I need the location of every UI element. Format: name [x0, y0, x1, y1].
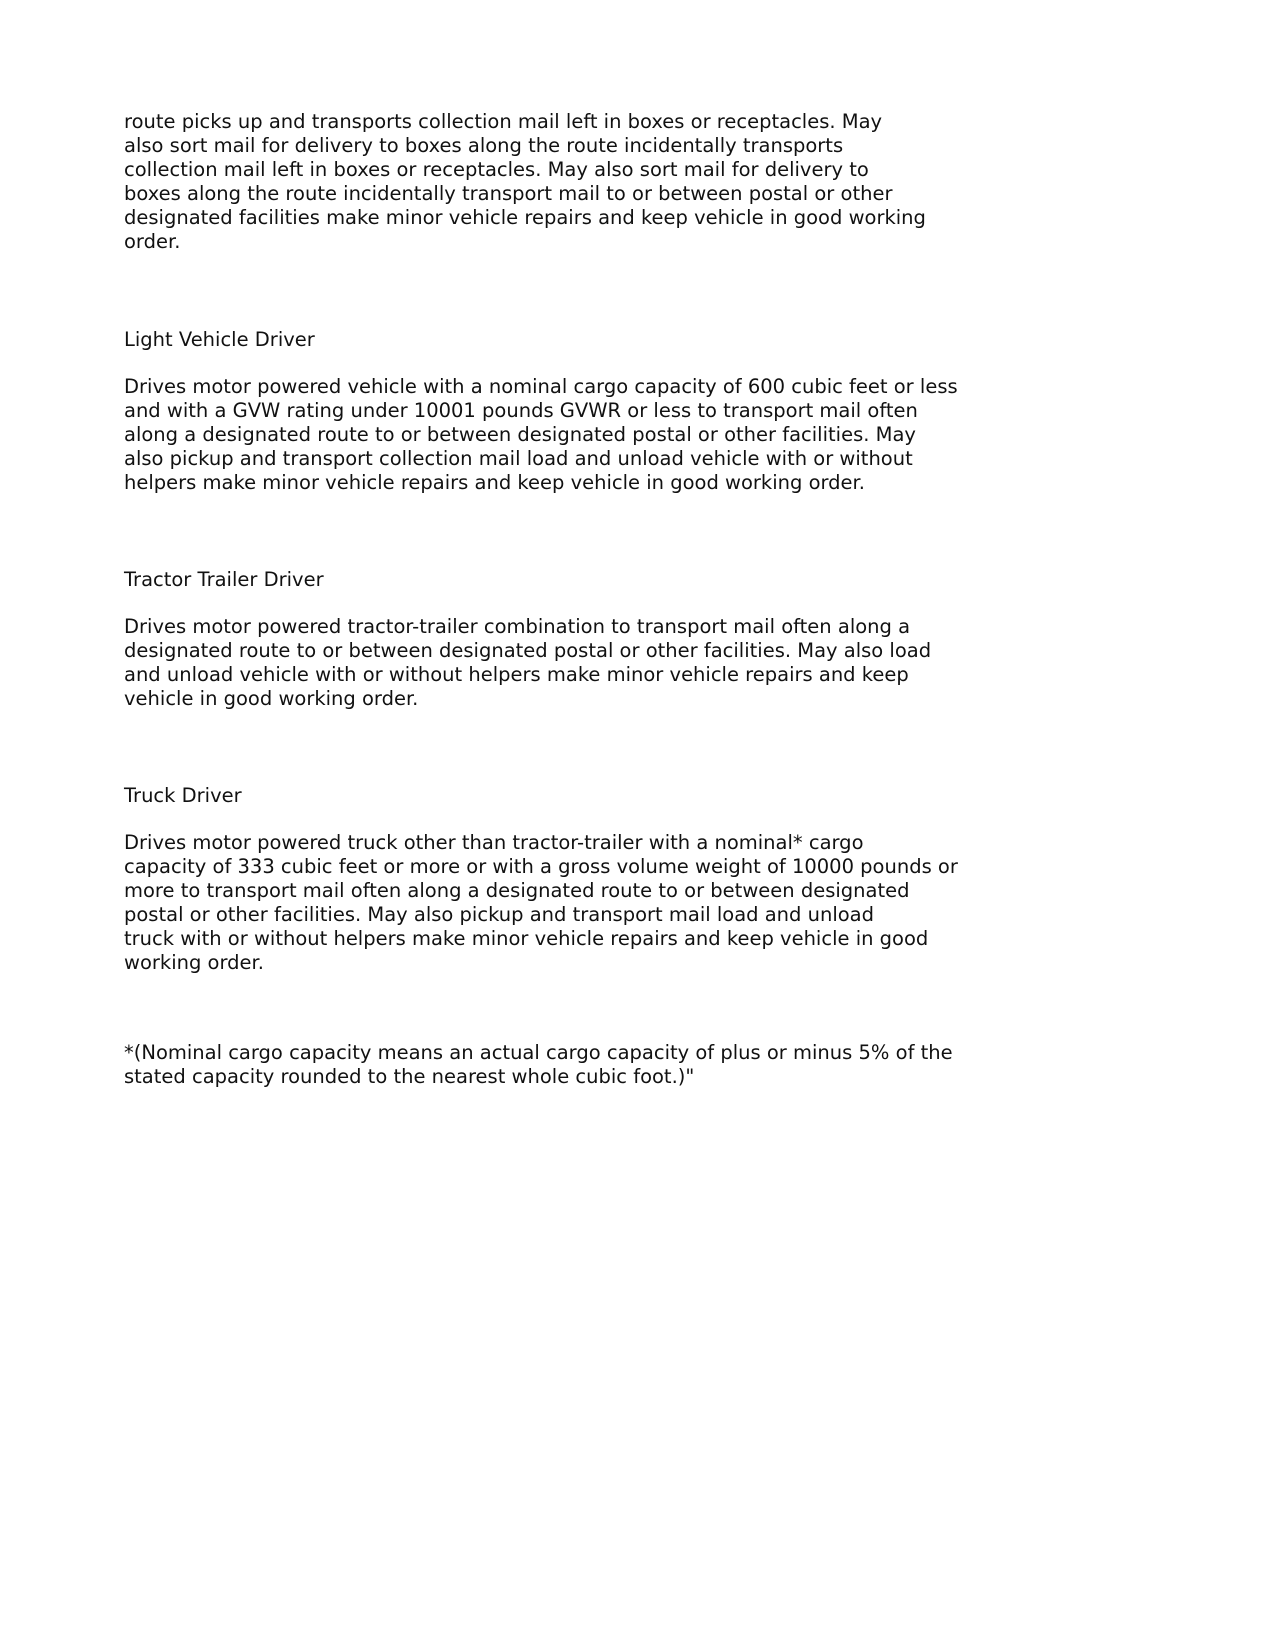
- footnote: *(Nominal cargo capacity means an actual cargo capacity of plus or minus 5% of the stated capacity rounded to the nearest whole cubic foot.)": [124, 1041, 953, 1088]
- section-body-tractor-trailer-driver: Drives motor powered tractor-trailer combination to transport mail often along a designated route to or between designated postal or other facilities. May also load and unload vehicle with or without helpers make minor vehicle repairs and keep vehicle in good working order.: [124, 615, 932, 710]
- section-body-truck-driver: Drives motor powered truck other than tractor-trailer with a nominal* cargo capacity of 333 cubic feet or more or with a gross volume weight of 10000 pounds or more to transport mail often along a designated route to or between designated postal or other facilities. May also pickup and transport mail load and unload truck with or without helpers make minor vehicle repairs and keep vehicle in good working order.: [124, 831, 958, 974]
- intro-paragraph: route picks up and transports collection mail left in boxes or receptacles. May also sort mail for delivery to boxes along the route incidentally transports collection mail left in boxes or receptacles. May also sort mail for delivery to boxes along the route incidentally transport mail to or between postal or other designated facilities make minor vehicle repairs and keep vehicle in good working order.: [124, 110, 926, 253]
- section-heading-light-vehicle-driver: Light Vehicle Driver: [124, 328, 315, 351]
- section-heading-truck-driver: Truck Driver: [124, 784, 242, 807]
- section-body-light-vehicle-driver: Drives motor powered vehicle with a nominal cargo capacity of 600 cubic feet or less and with a GVW rating under 10001 pounds GVWR or less to transport mail often along a designated route to or between designated postal or other facilities. May also pickup and transport collection mail load and unload vehicle with or without helpers make minor vehicle repairs and keep vehicle in good working order.: [124, 375, 958, 494]
- section-heading-tractor-trailer-driver: Tractor Trailer Driver: [124, 568, 324, 591]
